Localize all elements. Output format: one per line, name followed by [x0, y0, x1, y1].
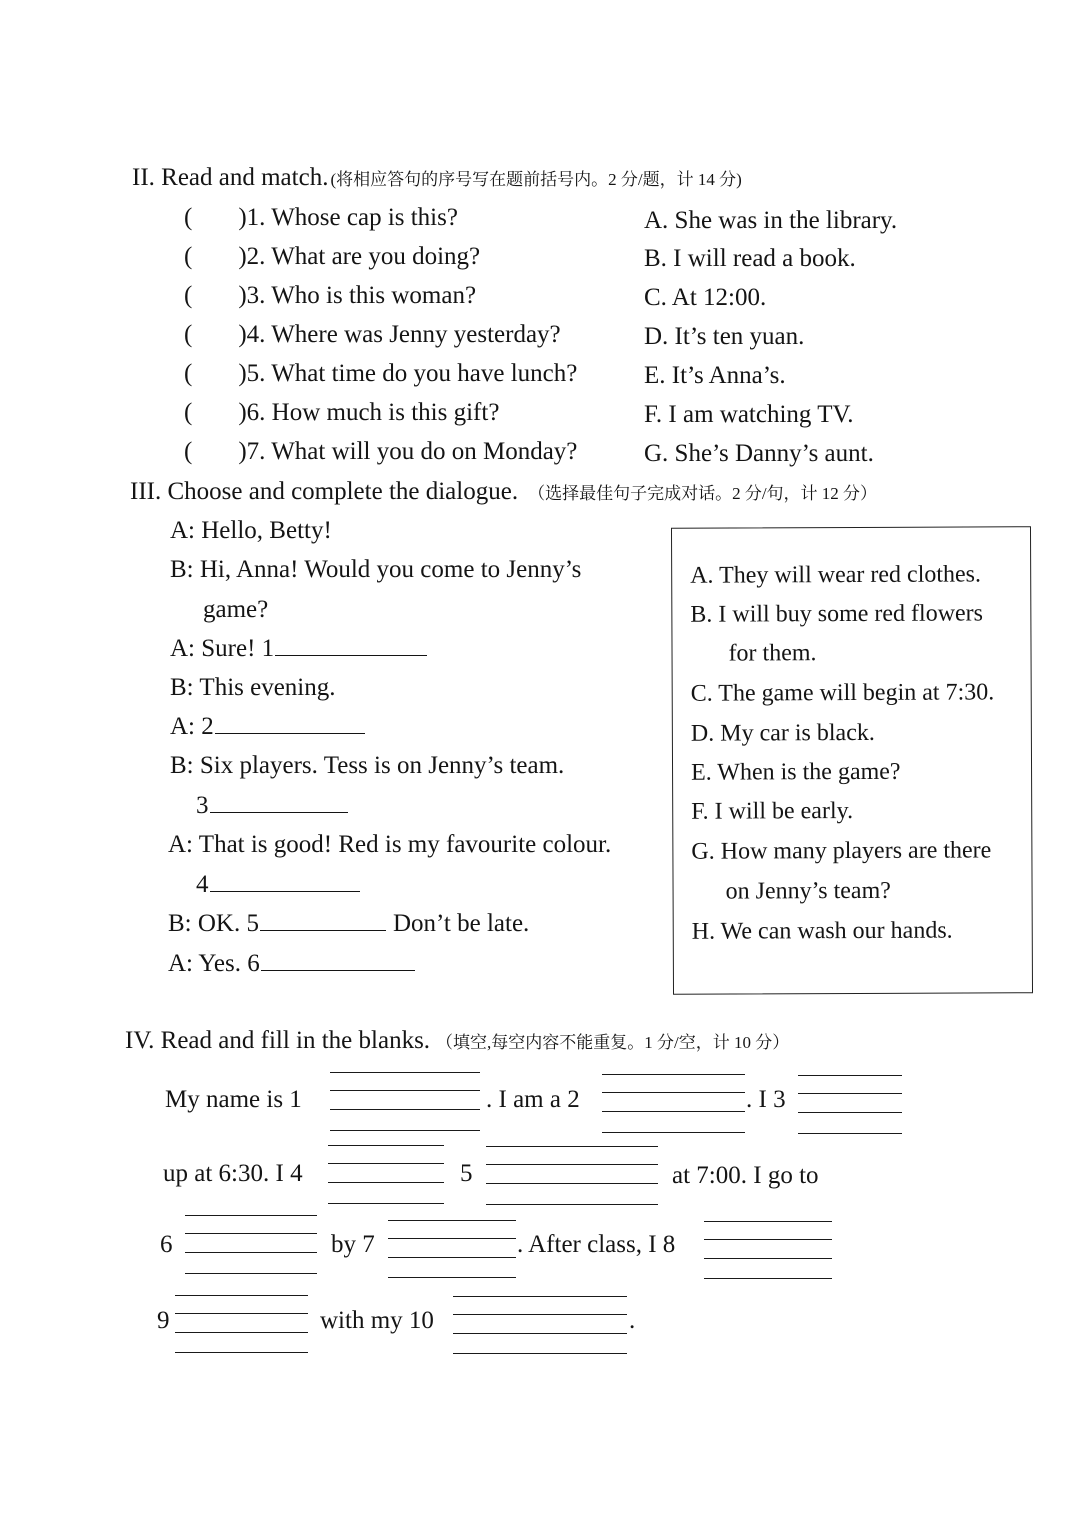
- answer-paren: (: [184, 243, 193, 270]
- dialogue-line-blank-4: [196, 871, 360, 899]
- section-2-title: II. Read and match.: [132, 164, 329, 191]
- option-b-cont: for them.: [728, 640, 817, 667]
- option-a: A. They will wear red clothes.: [690, 561, 982, 589]
- fill-text: up at 6:30. I 4: [163, 1160, 303, 1187]
- dialogue-line: game?: [203, 596, 269, 623]
- section-4-note: （填空,每空内容不能重复。1 分/空，计 10 分）: [436, 1033, 790, 1052]
- dialogue-text: B: OK. 5: [168, 910, 259, 937]
- options-box: [671, 526, 1033, 995]
- section-3-title: III. Choose and complete the dialogue.: [130, 478, 519, 505]
- dialogue-line-blank-5: [168, 910, 529, 938]
- section-2-note: (将相应答句的序号写在题前括号内。2 分/题，计 14 分): [330, 170, 742, 189]
- four-line-blank-2[interactable]: [602, 1074, 745, 1134]
- answer-option-g: G. She’s Danny’s aunt.: [644, 440, 874, 467]
- fill-text: .: [629, 1307, 636, 1334]
- question-5: [184, 360, 577, 388]
- four-line-blank-8[interactable]: [704, 1221, 832, 1279]
- dialogue-line: B: Six players. Tess is on Jenny’s team.: [170, 752, 565, 779]
- blank-1[interactable]: [275, 635, 427, 656]
- fill-text: 5: [460, 1160, 473, 1187]
- question-text: )1. Whose cap is this?: [238, 204, 458, 231]
- four-line-blank-1[interactable]: [330, 1072, 480, 1132]
- dialogue-line-blank-1: [170, 635, 427, 663]
- dialogue-text: 3: [196, 792, 209, 819]
- fill-text: at 7:00. I go to: [672, 1162, 819, 1189]
- section-3-heading: [130, 478, 877, 506]
- fill-text: 6: [160, 1231, 173, 1258]
- answer-paren: (: [184, 282, 193, 309]
- question-6: [184, 399, 499, 427]
- option-g: G. How many players are there: [691, 837, 992, 865]
- question-3: [184, 282, 476, 310]
- section-3-note: （选择最佳句子完成对话。2 分/句，计 12 分）: [528, 484, 878, 503]
- answer-paren: (: [184, 399, 193, 426]
- option-d: D. My car is black.: [690, 719, 875, 747]
- fill-text: with my 10: [320, 1307, 434, 1334]
- four-line-blank-6[interactable]: [185, 1215, 317, 1275]
- dialogue-line: B: Hi, Anna! Would you come to Jenny’s: [170, 556, 582, 583]
- question-text: )4. Where was Jenny yesterday?: [238, 321, 561, 348]
- answer-option-b: B. I will read a book.: [644, 245, 856, 272]
- blank-5[interactable]: [260, 910, 386, 931]
- blank-3[interactable]: [210, 792, 348, 813]
- question-7: [184, 438, 577, 466]
- four-line-blank-4[interactable]: [328, 1145, 444, 1205]
- answer-option-f: F. I am watching TV.: [644, 401, 854, 428]
- question-4: [184, 321, 561, 349]
- dialogue-text: A: Sure! 1: [170, 635, 275, 662]
- option-g-cont: on Jenny’s team?: [725, 877, 891, 905]
- dialogue-line-blank-6: [168, 950, 415, 978]
- answer-paren: (: [184, 360, 193, 387]
- four-line-blank-5[interactable]: [486, 1146, 658, 1206]
- question-text: )7. What will you do on Monday?: [238, 438, 578, 465]
- fill-text: . I 3: [746, 1086, 786, 1113]
- question-2: [184, 243, 480, 271]
- answer-option-c: C. At 12:00.: [644, 284, 767, 311]
- four-line-blank-10[interactable]: [453, 1296, 627, 1354]
- answer-paren: (: [184, 321, 193, 348]
- question-text: )3. Who is this woman?: [238, 282, 477, 309]
- option-c: C. The game will begin at 7:30.: [690, 679, 995, 707]
- dialogue-line: A: Hello, Betty!: [170, 517, 332, 544]
- dialogue-text: A: 2: [170, 713, 214, 740]
- section-4-title: IV. Read and fill in the blanks.: [125, 1027, 431, 1054]
- option-b: B. I will buy some red flowers: [690, 600, 984, 628]
- question-1: [184, 204, 458, 232]
- dialogue-text: Don’t be late.: [392, 910, 530, 937]
- question-text: )2. What are you doing?: [238, 243, 481, 270]
- fill-text: by 7: [331, 1231, 375, 1258]
- question-text: )5. What time do you have lunch?: [238, 360, 578, 387]
- section-2-heading: [132, 164, 742, 192]
- dialogue-line-blank-2: [170, 713, 365, 741]
- option-h: H. We can wash our hands.: [691, 917, 953, 945]
- answer-option-d: D. It’s ten yuan.: [644, 323, 805, 350]
- fill-text: My name is 1: [165, 1086, 302, 1113]
- fill-text: . I am a 2: [486, 1086, 580, 1113]
- four-line-blank-3[interactable]: [798, 1075, 902, 1135]
- dialogue-text: 4: [196, 871, 209, 898]
- answer-paren: (: [184, 438, 193, 465]
- option-e: E. When is the game?: [690, 758, 901, 786]
- section-4-heading: [125, 1027, 789, 1055]
- answer-option-e: E. It’s Anna’s.: [644, 362, 786, 389]
- blank-4[interactable]: [210, 871, 360, 892]
- four-line-blank-9[interactable]: [175, 1295, 308, 1353]
- dialogue-line: A: That is good! Red is my favourite colour.: [168, 831, 612, 858]
- option-f: F. I will be early.: [691, 797, 854, 825]
- four-line-blank-7[interactable]: [388, 1220, 516, 1278]
- dialogue-line: B: This evening.: [170, 674, 336, 701]
- blank-2[interactable]: [215, 713, 365, 734]
- blank-6[interactable]: [261, 950, 415, 971]
- fill-text: . After class, I 8: [517, 1231, 676, 1258]
- fill-text: 9: [157, 1307, 170, 1334]
- dialogue-text: A: Yes. 6: [168, 950, 260, 977]
- answer-option-a: A. She was in the library.: [644, 207, 898, 234]
- answer-paren: (: [184, 204, 193, 231]
- dialogue-line-blank-3: [196, 792, 348, 820]
- question-text: )6. How much is this gift?: [238, 399, 500, 426]
